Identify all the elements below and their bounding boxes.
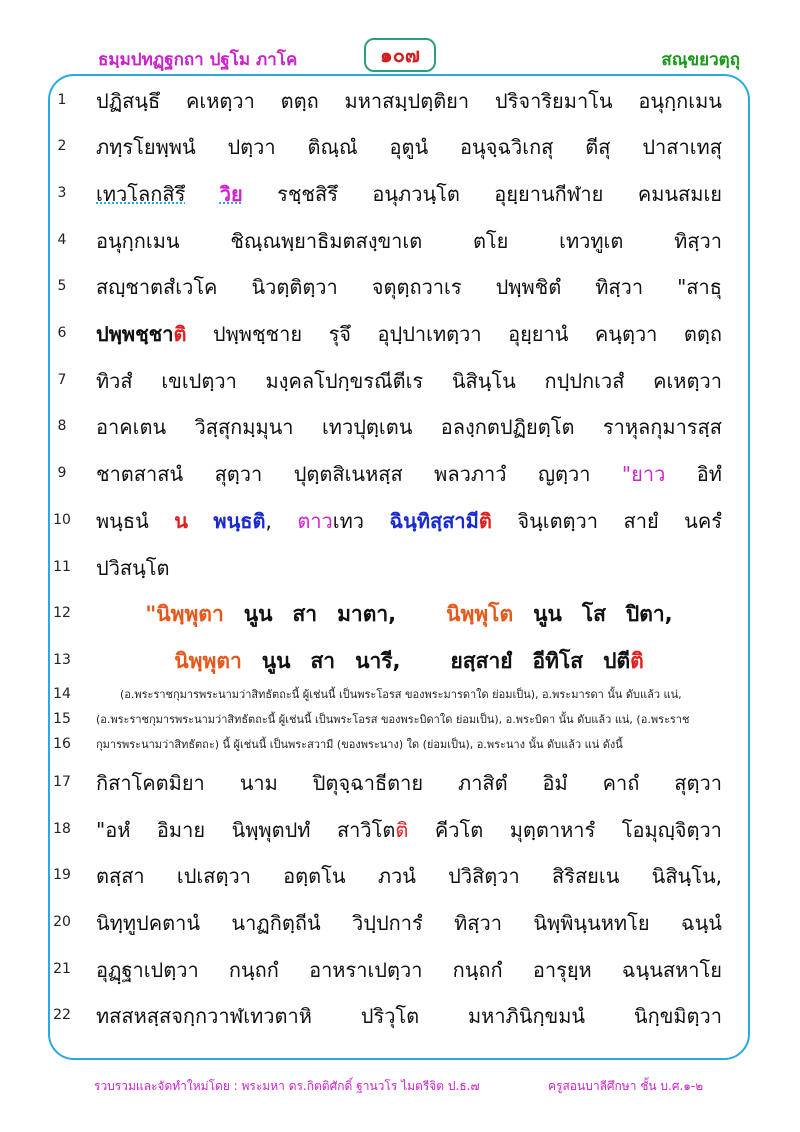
text-line bbox=[0, 124, 800, 170]
text-word: อุยฺยานํ bbox=[508, 322, 569, 346]
text-word: ทิวสํ bbox=[96, 369, 133, 393]
line-text bbox=[96, 171, 722, 217]
line-number: 12 bbox=[53, 605, 71, 621]
line-number: 7 bbox=[57, 372, 67, 388]
line-number: 10 bbox=[53, 512, 71, 528]
text-word: สุตฺวา bbox=[214, 462, 263, 486]
line-number: 22 bbox=[53, 1007, 71, 1023]
text-word: เขเปตฺวา bbox=[161, 369, 237, 393]
line-number: 13 bbox=[53, 652, 71, 668]
text-word: สา bbox=[292, 602, 318, 626]
line-number: 20 bbox=[53, 914, 71, 930]
line-number: 19 bbox=[53, 867, 71, 883]
text-word: คีวโต bbox=[434, 818, 484, 842]
line-number: 17 bbox=[53, 774, 71, 790]
text-word bbox=[390, 498, 492, 544]
text-word: อุตูนํ bbox=[389, 135, 429, 159]
text-line bbox=[0, 498, 800, 544]
text-line bbox=[0, 78, 800, 124]
text-part: , bbox=[265, 509, 272, 533]
text-word: นูน bbox=[533, 602, 562, 626]
translation-text: (อ.พระราชกุมารพระนามว่าสิทธัตถะนี้ ผู้เช่นนี้ เป็นพระโอรส ของพระมารดาใด ย่อมเป็น), อ.พระมารดา นั้น ดับแล้ว แน่, bbox=[120, 688, 682, 701]
text-line bbox=[0, 311, 800, 357]
text-word: ตตฺถ bbox=[280, 89, 319, 113]
text-part: ติ bbox=[173, 322, 187, 346]
line-text bbox=[96, 311, 722, 357]
text-word: มุตฺตาหารํ bbox=[509, 818, 596, 842]
text-word: นิสินฺโน bbox=[451, 369, 516, 393]
text-part: ตาว bbox=[297, 509, 333, 533]
text-word: นิพฺพุตา bbox=[174, 649, 242, 673]
text-word: ทสสหสฺสจกฺกวาฬเทวตาหิ bbox=[96, 1004, 312, 1028]
text-word: ตตฺถ bbox=[683, 322, 722, 346]
text-part: ปพฺพชฺชา bbox=[96, 322, 174, 346]
text-word: กปฺปกเวสํ bbox=[544, 369, 625, 393]
translation-text: (อ.พระราชกุมารพระนามว่าสิทธัตถะนี้ ผู้เช่นนี้ เป็นพระโอรส ของพระบิดาใด ย่อมเป็น), อ.พระบิดา นั้น ดับแล้ว แน่, (อ.พระราช bbox=[96, 713, 690, 726]
text-word: นครํ bbox=[684, 509, 722, 533]
text-word: ราหุลกุมารสฺส bbox=[602, 415, 722, 439]
text-word: เทวโลกสิรึ bbox=[96, 182, 186, 206]
translation-text: กุมารพระนามว่าสิทธัตถะ) นี้ ผู้เช่นนี้ เป็นพระสวามี (ของพระนาง) ใด (ย่อมเป็น), อ.พระนาง นั้น ดับแล้ว แน่ ดังนี้ bbox=[96, 738, 623, 751]
text-word: นาฏกิตฺถีนํ bbox=[231, 911, 321, 935]
text-word: คนฺตฺวา bbox=[594, 322, 658, 346]
line-text bbox=[96, 591, 722, 637]
text-word: ปุตฺตสิเนหสฺส bbox=[293, 462, 403, 486]
text-word: กนฺถกํ bbox=[452, 958, 503, 982]
text-part: ปตี bbox=[603, 649, 631, 673]
text-word: ชาตสาสนํ bbox=[96, 462, 184, 486]
line-text bbox=[96, 638, 722, 684]
line-number: 18 bbox=[53, 821, 71, 837]
text-word: "ยาว bbox=[621, 462, 666, 486]
text-part: สาวิโต bbox=[336, 818, 396, 842]
text-word: ทิสฺวา bbox=[454, 911, 502, 935]
line-text bbox=[96, 545, 722, 591]
text-word: ปพฺพชฺชาย bbox=[212, 322, 303, 346]
book-title: ธมฺมปทฏฺฐกถา ปฐโม ภาโค bbox=[98, 50, 298, 70]
text-word: มหาสมฺปตฺติยา bbox=[344, 89, 470, 113]
line-text bbox=[96, 124, 722, 170]
text-line bbox=[0, 545, 800, 591]
line-text bbox=[96, 853, 722, 899]
line-number: 15 bbox=[53, 711, 71, 727]
line-text bbox=[96, 900, 722, 946]
line-text bbox=[96, 264, 722, 310]
text-word: ฉนฺนํ bbox=[680, 911, 722, 935]
text-word: ปิตุจฺฉาธีตาย bbox=[312, 771, 424, 795]
line-number: 1 bbox=[57, 92, 67, 108]
text-word bbox=[96, 311, 186, 357]
page-number: ๑๐๗ bbox=[364, 38, 436, 72]
text-word: คเหตฺวา bbox=[186, 89, 255, 113]
text-word: อีทิโส bbox=[532, 649, 584, 673]
text-line bbox=[0, 591, 800, 637]
text-word: ปิตา, bbox=[625, 602, 673, 626]
text-word: นิพฺพุตปทํ bbox=[231, 818, 311, 842]
text-word: โส bbox=[581, 602, 606, 626]
compiler-credit: รวบรวมและจัดทำใหม่โดย : พระมหา ดร.กิตติศักดิ์ ฐานวโร ไมตรีจิต ป.ธ.๗ bbox=[94, 1079, 480, 1093]
text-line bbox=[0, 264, 800, 310]
text-word: นูน bbox=[261, 649, 291, 673]
text-line bbox=[0, 947, 800, 993]
text-word: นิพฺพินฺนหทโย bbox=[533, 911, 650, 935]
text-word bbox=[213, 498, 271, 544]
text-line bbox=[0, 404, 800, 450]
text-line bbox=[0, 807, 800, 853]
text-word: อุปฺปาเทตฺวา bbox=[377, 322, 482, 346]
text-word: วิสฺสุกมฺมุนา bbox=[194, 415, 294, 439]
text-line bbox=[0, 708, 800, 732]
text-word: น bbox=[174, 509, 188, 533]
text-word: "นิพฺพุตา bbox=[145, 602, 224, 626]
chapter-title: สณฺขยวตฺถุ bbox=[661, 50, 740, 70]
text-line bbox=[0, 638, 800, 684]
text-word: อาคเตน bbox=[96, 415, 167, 439]
text-part: ติ bbox=[630, 649, 644, 673]
text-line bbox=[0, 218, 800, 264]
text-line bbox=[0, 171, 800, 217]
text-word: ปาสาเทสุ bbox=[642, 135, 722, 159]
page-header bbox=[0, 44, 800, 74]
text-word: นิสินฺโน, bbox=[651, 864, 722, 888]
line-number: 6 bbox=[57, 325, 67, 341]
text-part: พนฺธติ bbox=[213, 509, 266, 533]
text-word: ตสฺสา bbox=[96, 864, 145, 888]
text-word: นิกฺขมิตฺวา bbox=[633, 1004, 722, 1028]
text-word: อาหราเปตฺวา bbox=[309, 958, 423, 982]
text-word: อนุจฺฉวิเกสุ bbox=[459, 135, 554, 159]
text-word: คเหตฺวา bbox=[653, 369, 722, 393]
text-word: สุตฺวา bbox=[674, 771, 722, 795]
line-text bbox=[96, 78, 722, 124]
text-word bbox=[337, 807, 408, 853]
page-footer bbox=[0, 1077, 800, 1101]
text-word: สญฺชาตสํเวโค bbox=[96, 275, 218, 299]
text-word: เทวปุตฺเตน bbox=[321, 415, 413, 439]
text-word bbox=[297, 498, 364, 544]
text-word: วิปฺปการํ bbox=[352, 911, 423, 935]
line-number: 9 bbox=[57, 465, 67, 481]
text-line bbox=[0, 358, 800, 404]
text-part: ติ bbox=[395, 818, 409, 842]
text-line bbox=[0, 760, 800, 806]
text-line bbox=[0, 853, 800, 899]
line-text bbox=[96, 947, 722, 993]
line-number: 14 bbox=[53, 686, 71, 702]
text-word: ตีสุ bbox=[585, 135, 611, 159]
line-number: 3 bbox=[57, 185, 67, 201]
text-word: มงฺคลโปกฺขรณีตีเร bbox=[265, 369, 424, 393]
text-line bbox=[0, 451, 800, 497]
text-word: กิสาโคตมิยา bbox=[96, 771, 205, 795]
text-word: พนฺธนํ bbox=[96, 509, 149, 533]
text-word: โอมุญฺจิตฺวา bbox=[621, 818, 722, 842]
text-word: อารุยฺห bbox=[532, 958, 592, 982]
text-word: อตฺตโน bbox=[283, 864, 346, 888]
text-word: นิทฺทูปคตานํ bbox=[96, 911, 201, 935]
text-part: ติ bbox=[478, 509, 492, 533]
line-number: 11 bbox=[53, 559, 71, 575]
text-word: สิริสยเน bbox=[552, 864, 620, 888]
text-word: ปพฺพชิตํ bbox=[495, 275, 562, 299]
text-word: ภวนํ bbox=[377, 864, 416, 888]
text-word: ภาสิตํ bbox=[458, 771, 508, 795]
line-number: 2 bbox=[57, 138, 67, 154]
line-text bbox=[96, 807, 722, 853]
text-word: ปริจาริยมาโน bbox=[494, 89, 613, 113]
line-text bbox=[96, 451, 722, 497]
text-word: เทวทูเต bbox=[559, 229, 624, 253]
text-word: ตโย bbox=[472, 229, 509, 253]
text-word: มหาภินิกฺขมนํ bbox=[467, 1004, 586, 1028]
text-word: อนุกฺกเมน bbox=[638, 89, 722, 113]
text-word: ปริวุโต bbox=[360, 1004, 420, 1028]
text-word: อนุภวนฺโต bbox=[372, 182, 460, 206]
text-word: คมนสมเย bbox=[637, 182, 722, 206]
line-number: 4 bbox=[57, 232, 67, 248]
text-word: พลวภาวํ bbox=[434, 462, 507, 486]
text-word: ปฏิสนฺธึ bbox=[96, 89, 161, 113]
line-text bbox=[96, 358, 722, 404]
text-word: ปตฺวา bbox=[227, 135, 276, 159]
text-word: เปเสตฺวา bbox=[176, 864, 251, 888]
line-number: 16 bbox=[53, 736, 71, 752]
text-word: ญตฺวา bbox=[537, 462, 591, 486]
text-word: อิทํ bbox=[696, 462, 722, 486]
line-text bbox=[96, 218, 722, 264]
text-word: อุฏฺฐาเปตฺวา bbox=[96, 958, 199, 982]
text-word: มาตา, bbox=[337, 602, 397, 626]
line-number: 21 bbox=[53, 961, 71, 977]
text-line bbox=[0, 993, 800, 1039]
text-word: จตุตฺถวาเร bbox=[371, 275, 462, 299]
text-word: วิย bbox=[219, 182, 243, 206]
text-part: ฉินฺทิสฺสามี bbox=[389, 509, 479, 533]
text-word: นารี, bbox=[355, 649, 401, 673]
spacer bbox=[416, 591, 426, 637]
line-text bbox=[96, 760, 722, 806]
text-word: กนฺถกํ bbox=[228, 958, 279, 982]
text-line bbox=[0, 733, 800, 757]
text-word: อิมํ bbox=[542, 771, 568, 795]
text-word: สายํ bbox=[623, 509, 659, 533]
text-word: "อหํ bbox=[96, 818, 131, 842]
text-word: ทิสฺวา bbox=[674, 229, 722, 253]
spacer bbox=[421, 638, 431, 684]
text-word: อุยฺยานกีฬาย bbox=[494, 182, 604, 206]
text-word: ภทฺรโยพฺพนํ bbox=[96, 135, 196, 159]
text-word: นิวตฺติตฺวา bbox=[251, 275, 338, 299]
line-text bbox=[96, 993, 722, 1039]
text-word: รุจึ bbox=[328, 322, 352, 346]
text-word: คาถํ bbox=[602, 771, 640, 795]
text-line bbox=[0, 683, 800, 707]
text-word: นิพฺพุโต bbox=[446, 602, 514, 626]
text-word: อลงฺกตปฏิยตฺโต bbox=[440, 415, 575, 439]
text-word: รชฺชสิรึ bbox=[277, 182, 338, 206]
text-word: นาม bbox=[239, 771, 278, 795]
text-line bbox=[0, 900, 800, 946]
text-word: จินฺเตตฺวา bbox=[517, 509, 599, 533]
text-word bbox=[603, 638, 644, 684]
text-word: "สาธุ bbox=[677, 275, 722, 299]
text-word: ปวิสิตฺวา bbox=[448, 864, 520, 888]
teacher-credit: ครูสอนบาลีศึกษา ชั้น บ.ศ.๑-๒ bbox=[548, 1079, 704, 1093]
text-part: เทว bbox=[332, 509, 365, 533]
text-word: นูน bbox=[243, 602, 273, 626]
line-number: 8 bbox=[57, 418, 67, 434]
text-word: ปวิสนฺโต bbox=[96, 556, 170, 580]
line-text bbox=[96, 404, 722, 450]
text-word: ชิณฺณพฺยาธิมตสงฺขาเต bbox=[230, 229, 423, 253]
text-word: ติณฺณํ bbox=[307, 135, 358, 159]
line-number: 5 bbox=[57, 278, 67, 294]
text-word: อิมาย bbox=[156, 818, 206, 842]
text-word: สา bbox=[310, 649, 336, 673]
text-word: อนุกฺกเมน bbox=[96, 229, 180, 253]
text-word: ฉนฺนสหาโย bbox=[621, 958, 722, 982]
text-word: ยสฺสายํ bbox=[450, 649, 513, 673]
line-text bbox=[96, 498, 722, 544]
text-word: ทิสฺวา bbox=[595, 275, 644, 299]
